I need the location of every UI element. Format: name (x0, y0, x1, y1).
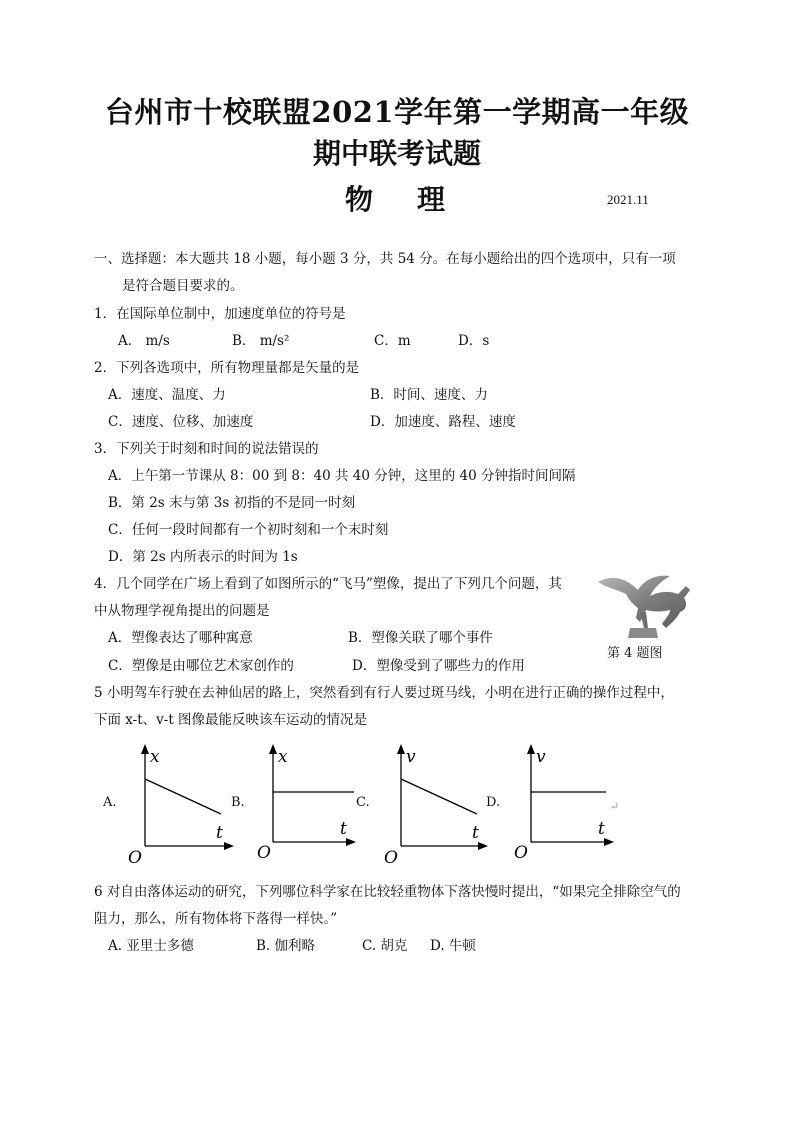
q2-stem: 2．下列各选项中，所有物理量都是矢量的是 (94, 360, 360, 376)
pegasus-statue-image (590, 568, 700, 644)
graph-c-label: C. (356, 795, 370, 810)
graph-b-x-axis-label: x (278, 747, 288, 767)
q3-option-d: D．第 2s 内所表示的时间为 1s (108, 549, 298, 565)
graph-d-origin: O (514, 843, 528, 863)
graph-a-t-axis-label: t (216, 823, 223, 843)
graph-a-origin: O (128, 848, 142, 866)
q1-option-c: C．m (374, 333, 411, 349)
q6-option-a: A. 亚里士多德 (108, 938, 194, 954)
q4-stem-line2: 中从物理学视角提出的问题是 (94, 603, 270, 619)
q4-option-b: B．塑像关联了哪个事件 (348, 630, 493, 646)
graph-b-xt-constant (252, 740, 364, 866)
q3-option-b: B．第 2s 末与第 3s 初指的不是同一时刻 (108, 495, 356, 511)
graph-a-x-axis-label: x (150, 747, 160, 767)
graph-c-v-axis-label: v (406, 747, 416, 767)
q4-option-a: A．塑像表达了哪种寓意 (108, 630, 253, 646)
return-mark: ↵ (610, 800, 620, 813)
q1-stem: 1．在国际单位制中，加速度单位的符号是 (94, 306, 346, 322)
q5-stem-line2: 下面 x-t、v-t 图像最能反映该车运动的情况是 (94, 712, 368, 728)
graph-a-label: A. (103, 795, 117, 810)
graph-d-label: D. (486, 795, 501, 810)
q6-stem-line1: 6 对自由落体运动的研究，下列哪位科学家在比较轻重物体下落快慢时提出，“如果完全排除空气的 (94, 884, 681, 900)
graph-c-origin: O (384, 848, 398, 866)
q2-option-b: B．时间、速度、力 (370, 387, 488, 403)
graph-b-origin: O (257, 843, 271, 863)
graph-b-label: B. (231, 795, 245, 810)
exam-title: 台州市十校联盟2021学年第一学期高一年级 (104, 95, 690, 129)
q6-option-d: D. 牛顿 (430, 938, 476, 954)
q3-option-c: C．任何一段时间都有一个初时刻和一个末时刻 (108, 522, 389, 538)
graph-c-vt-decreasing (380, 740, 492, 866)
q4-figure-caption: 第 4 题图 (607, 646, 663, 661)
q1-option-a: A． m/s (118, 333, 170, 349)
q6-option-c: C. 胡克 (362, 938, 408, 954)
q2-option-a: A．速度、温度、力 (108, 387, 226, 403)
q2-option-c: C．速度、位移、加速度 (108, 414, 254, 430)
q4-stem-line1: 4．几个同学在广场上看到了如图所示的“飞马”塑像，提出了下列几个问题，其 (94, 576, 562, 592)
subject-title: 物理 (345, 183, 490, 216)
section-instructions-line1: 一、选择题：本大题共 18 小题，每小题 3 分，共 54 分。在每小题给出的四个选项中，只有一项 (94, 251, 676, 267)
q6-stem-line2: 阻力，那么，所有物体将下落得一样快。” (94, 911, 338, 927)
graph-d-v-axis-label: v (536, 747, 546, 767)
graph-d-vt-constant (510, 740, 622, 866)
graph-d-t-axis-label: t (598, 819, 605, 839)
q4-option-c: C．塑像是由哪位艺术家创作的 (108, 658, 294, 674)
q3-stem: 3．下列关于时刻和时间的说法错误的 (94, 441, 319, 457)
q2-option-d: D．加速度、路程、速度 (370, 414, 516, 430)
q1-option-b: B． m/s² (232, 333, 290, 349)
q3-option-a: A．上午第一节课从 8：00 到 8：40 共 40 分钟，这里的 40 分钟指时间间隔 (108, 468, 576, 484)
q5-stem-line1: 5 小明驾车行驶在去神仙居的路上，突然看到有行人要过斑马线，小明在进行正确的操作过程中， (94, 685, 674, 701)
q6-option-b: B. 伽利略 (256, 938, 316, 954)
q1-option-d: D．s (458, 333, 490, 349)
exam-subtitle: 期中联考试题 (312, 137, 481, 170)
graph-a-xt-decreasing (124, 740, 236, 866)
graph-b-t-axis-label: t (340, 819, 347, 839)
q4-option-d: D．塑像受到了哪些力的作用 (352, 658, 525, 674)
graph-c-t-axis-label: t (472, 823, 479, 843)
exam-date: 2021.11 (607, 192, 649, 207)
section-instructions-line2: 是符合题目要求的。 (122, 278, 244, 294)
